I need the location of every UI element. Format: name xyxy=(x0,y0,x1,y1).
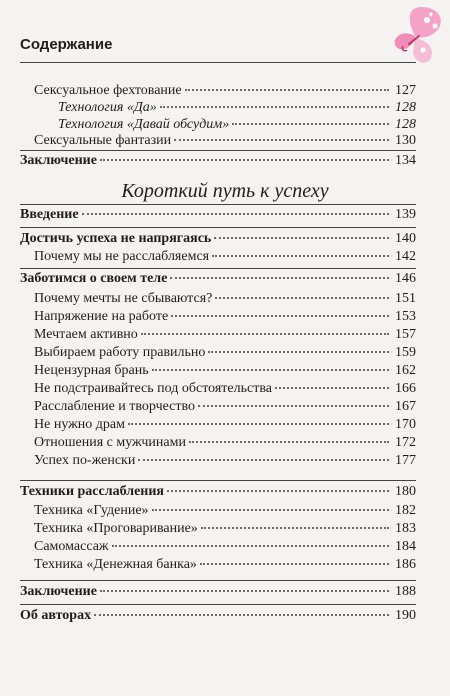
dot-leader xyxy=(100,158,389,161)
dot-leader xyxy=(82,212,389,215)
toc-entry: Напряжение на работе 153 xyxy=(34,309,416,324)
dot-leader xyxy=(185,88,389,91)
dot-leader xyxy=(189,440,389,443)
toc-entry: Техника «Гудение» 182 xyxy=(34,503,416,518)
dot-leader xyxy=(152,368,389,371)
dot-leader xyxy=(201,526,389,529)
section-title: Короткий путь к успеху xyxy=(121,180,329,202)
dot-leader xyxy=(200,562,389,565)
toc-entry: Расслабление и творчество 167 xyxy=(34,399,416,414)
toc-entry: Нецензурная брань 162 xyxy=(34,363,416,378)
page-title: Содержание xyxy=(20,36,113,53)
divider xyxy=(20,580,416,581)
divider xyxy=(20,604,416,605)
dot-leader xyxy=(232,122,389,125)
toc-entry: Отношения с мужчинами 172 xyxy=(34,435,416,450)
dot-leader xyxy=(174,138,389,141)
dot-leader xyxy=(198,404,389,407)
divider xyxy=(20,268,416,269)
toc-chapter: Заключение 134 xyxy=(20,153,416,168)
toc-entry: Выбираем работу правильно 159 xyxy=(34,345,416,360)
toc-entry: Самомассаж 184 xyxy=(34,539,416,554)
toc-entry: Успех по-женски 177 xyxy=(34,453,416,468)
toc-entry: Сексуальные фантазии 130 xyxy=(34,133,416,148)
divider xyxy=(20,150,416,151)
dot-leader xyxy=(212,254,389,257)
toc-chapter: Введение 139 xyxy=(20,207,416,222)
dot-leader xyxy=(215,296,389,299)
dot-leader xyxy=(100,589,389,592)
dot-leader xyxy=(170,276,389,279)
toc-entry: Не нужно драм 170 xyxy=(34,417,416,432)
toc-chapter: Заботимся о своем теле 146 xyxy=(20,271,416,286)
dot-leader xyxy=(160,105,389,108)
dot-leader xyxy=(112,544,389,547)
butterfly-icon xyxy=(385,2,447,68)
divider xyxy=(20,62,416,63)
dot-leader xyxy=(138,458,389,461)
toc-entry: Почему мы не расслабляемся 142 xyxy=(34,249,416,264)
divider xyxy=(20,227,416,228)
toc-chapter: Достичь успеха не напрягаясь 140 xyxy=(20,231,416,246)
divider xyxy=(20,480,416,481)
dot-leader xyxy=(171,314,389,317)
dot-leader xyxy=(94,613,389,616)
dot-leader xyxy=(152,508,389,511)
toc-entry: Почему мечты не сбываются? 151 xyxy=(34,291,416,306)
dot-leader xyxy=(208,350,389,353)
toc-entry: Не подстраивайтесь под обстоятельства 166 xyxy=(34,381,416,396)
toc-chapter: Техники расслабления 180 xyxy=(20,484,416,499)
dot-leader xyxy=(141,332,389,335)
toc-entry: Мечтаем активно 157 xyxy=(34,327,416,342)
divider xyxy=(20,204,416,205)
toc-entry: Технология «Давай обсудим» 128 xyxy=(58,117,416,132)
toc-chapter: Об авторах 190 xyxy=(20,608,416,623)
toc-entry: Техника «Денежная банка» 186 xyxy=(34,557,416,572)
dot-leader xyxy=(214,236,389,239)
toc-entry: Сексуальное фехтование 127 xyxy=(34,83,416,98)
dot-leader xyxy=(275,386,389,389)
dot-leader xyxy=(167,489,389,492)
toc-entry: Техника «Проговаривание» 183 xyxy=(34,521,416,536)
toc-entry: Технология «Да» 128 xyxy=(58,100,416,115)
toc-chapter: Заключение 188 xyxy=(20,584,416,599)
dot-leader xyxy=(128,422,389,425)
